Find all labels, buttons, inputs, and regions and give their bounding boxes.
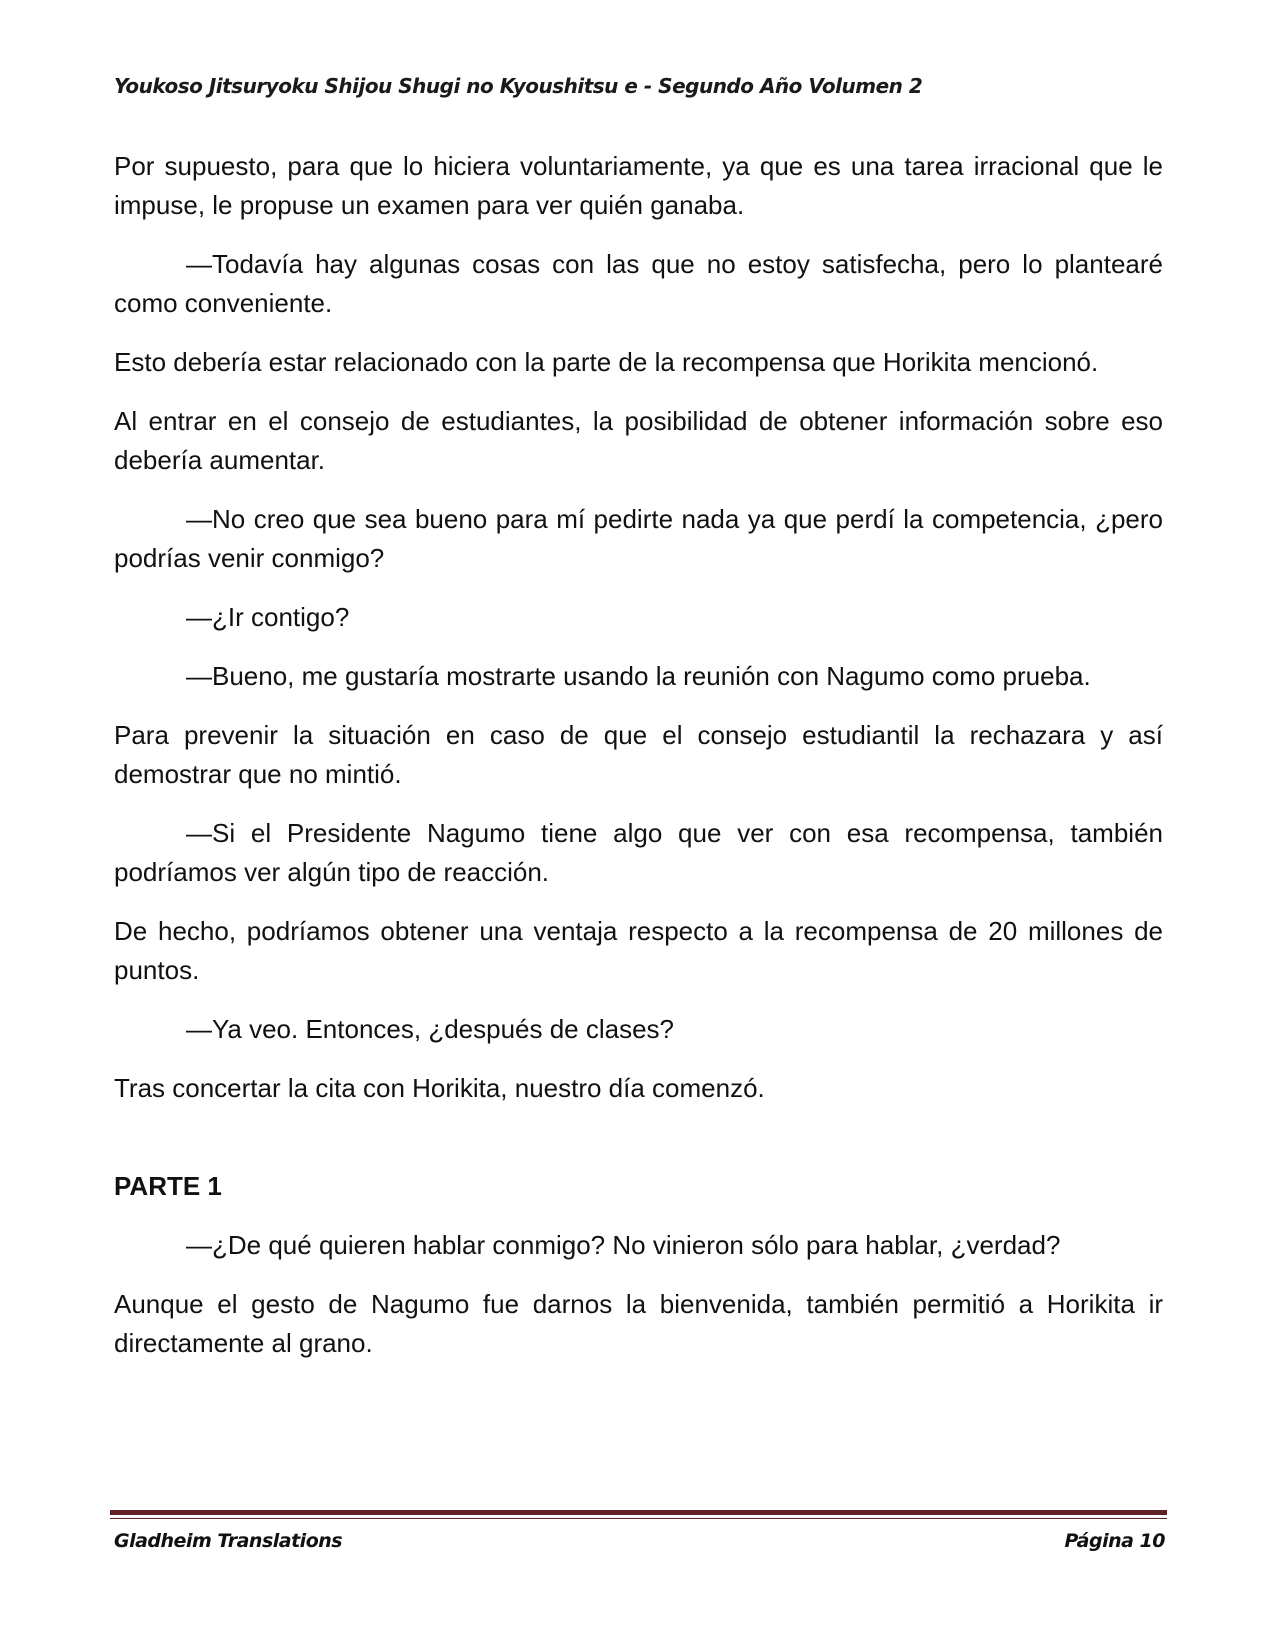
page-body — [114, 147, 1163, 1383]
paragraph: Al entrar en el consejo de estudiantes, la posibilidad de obtener información sobre eso debería aumentar. — [114, 406, 1163, 475]
dialogue-paragraph: —No creo que sea bueno para mí pedirte nada ya que perdí la competencia, ¿pero podrías venir conmigo? — [114, 504, 1163, 573]
paragraph: Aunque el gesto de Nagumo fue darnos la bienvenida, también permitió a Horikita ir directamente al grano. — [114, 1289, 1163, 1358]
running-header: Youkoso Jitsuryoku Shijou Shugi no Kyoushitsu e - Segundo Año Volumen 2 — [114, 74, 923, 98]
footer-page-number: Página 10 — [1064, 1530, 1165, 1552]
footer-rule-thin — [110, 1518, 1167, 1519]
dialogue-paragraph: —Ya veo. Entonces, ¿después de clases? — [186, 1014, 675, 1044]
dialogue-paragraph: —Si el Presidente Nagumo tiene algo que ver con esa recompensa, también podríamos ver algún tipo de reacción. — [114, 818, 1163, 887]
paragraph: De hecho, podríamos obtener una ventaja respecto a la recompensa de 20 millones de puntos. — [114, 916, 1163, 985]
footer-rule-thick — [110, 1510, 1167, 1515]
section-heading: PARTE 1 — [114, 1171, 222, 1201]
footer-translator: Gladheim Translations — [114, 1530, 343, 1552]
paragraph: Tras concertar la cita con Horikita, nuestro día comenzó. — [114, 1073, 765, 1103]
paragraph: Por supuesto, para que lo hiciera voluntariamente, ya que es una tarea irracional que le impuse, le propuse un examen para ver quién ganaba. — [114, 151, 1163, 220]
dialogue-paragraph: —Todavía hay algunas cosas con las que no estoy satisfecha, pero lo plantearé como conveniente. — [114, 249, 1163, 318]
dialogue-paragraph: —¿Ir contigo? — [186, 602, 350, 632]
paragraph: Esto debería estar relacionado con la parte de la recompensa que Horikita mencionó. — [114, 347, 1099, 377]
dialogue-paragraph: —¿De qué quieren hablar conmigo? No vinieron sólo para hablar, ¿verdad? — [186, 1230, 1061, 1260]
dialogue-paragraph: —Bueno, me gustaría mostrarte usando la reunión con Nagumo como prueba. — [186, 661, 1091, 691]
paragraph: Para prevenir la situación en caso de que el consejo estudiantil la rechazara y así demostrar que no mintió. — [114, 720, 1163, 789]
